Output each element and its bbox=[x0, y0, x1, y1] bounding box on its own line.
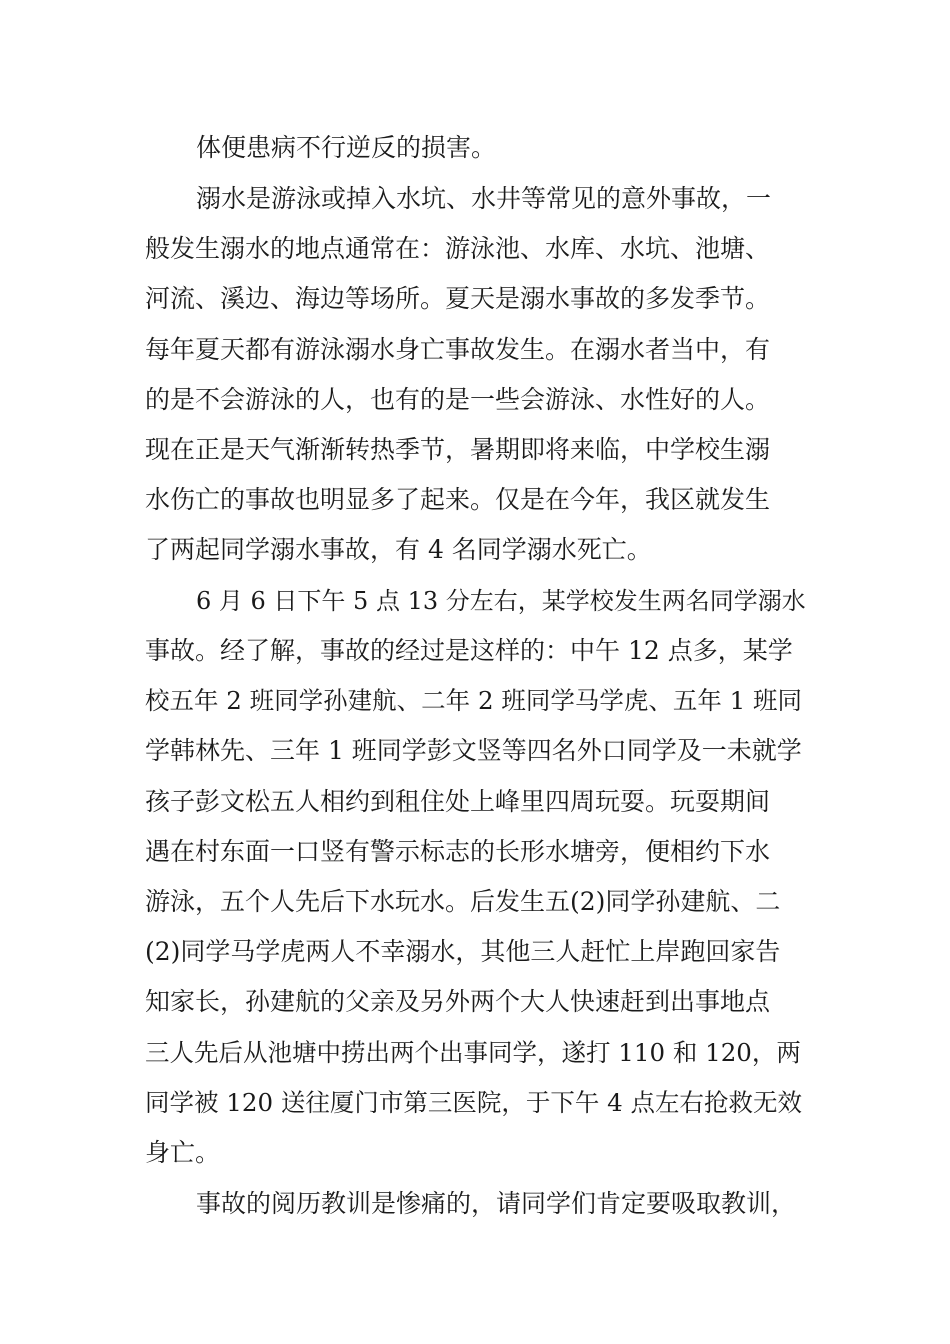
text-line: 游泳，五个人先后下水玩水。后发生五(2)同学孙建航、二 bbox=[145, 887, 781, 916]
paragraph-first-line: 6 月 6 日下午 5 点 13 分左右，某学校发生两名同学溺水 bbox=[196, 587, 806, 615]
paragraph-first-line: 事故的阅历教训是惨痛的，请同学们肯定要吸取教训， bbox=[196, 1189, 797, 1218]
text-line: 现在正是天气渐渐转热季节，暑期即将来临，中学校生溺 bbox=[145, 435, 771, 464]
text-line: 三人先后从池塘中捞出两个出事同学，遂打 110 和 120，两 bbox=[145, 1038, 801, 1067]
text-line: 河流、溪边、海边等场所。夏天是溺水事故的多发季节。 bbox=[145, 284, 771, 313]
text-line: 学韩林先、三年 1 班同学彭文竖等四名外口同学及一未就学 bbox=[145, 736, 802, 765]
text-line: 身亡。 bbox=[145, 1138, 221, 1167]
text-line: 校五年 2 班同学孙建航、二年 2 班同学马学虎、五年 1 班同 bbox=[145, 686, 802, 715]
text-line: 体便患病不行逆反的损害。 bbox=[196, 133, 497, 162]
text-line: 同学被 120 送往厦门市第三医院，于下午 4 点左右抢救无效 bbox=[145, 1088, 802, 1117]
text-line: 了两起同学溺水事故，有 4 名同学溺水死亡。 bbox=[145, 535, 652, 564]
text-line: 水伤亡的事故也明显多了起来。仅是在今年，我区就发生 bbox=[145, 485, 771, 514]
text-line: 每年夏天都有游泳溺水身亡事故发生。在溺水者当中，有 bbox=[145, 335, 771, 364]
text-line: (2)同学马学虎两人不幸溺水，其他三人赶忙上岸跑回家告 bbox=[145, 937, 781, 966]
text-line: 知家长，孙建航的父亲及另外两个大人快速赶到出事地点 bbox=[145, 987, 771, 1016]
text-line: 的是不会游泳的人，也有的是一些会游泳、水性好的人。 bbox=[145, 385, 771, 414]
text-line: 般发生溺水的地点通常在：游泳池、水库、水坑、池塘、 bbox=[145, 234, 771, 263]
paragraph-first-line: 溺水是游泳或掉入水坑、水井等常见的意外事故，一 bbox=[196, 184, 772, 213]
text-line: 事故。经了解，事故的经过是这样的：中午 12 点多，某学 bbox=[145, 636, 793, 665]
text-line: 孩子彭文松五人相约到租住处上峰里四周玩耍。玩耍期间 bbox=[145, 787, 771, 816]
text-line: 遇在村东面一口竖有警示标志的长形水塘旁，便相约下水 bbox=[145, 837, 771, 866]
